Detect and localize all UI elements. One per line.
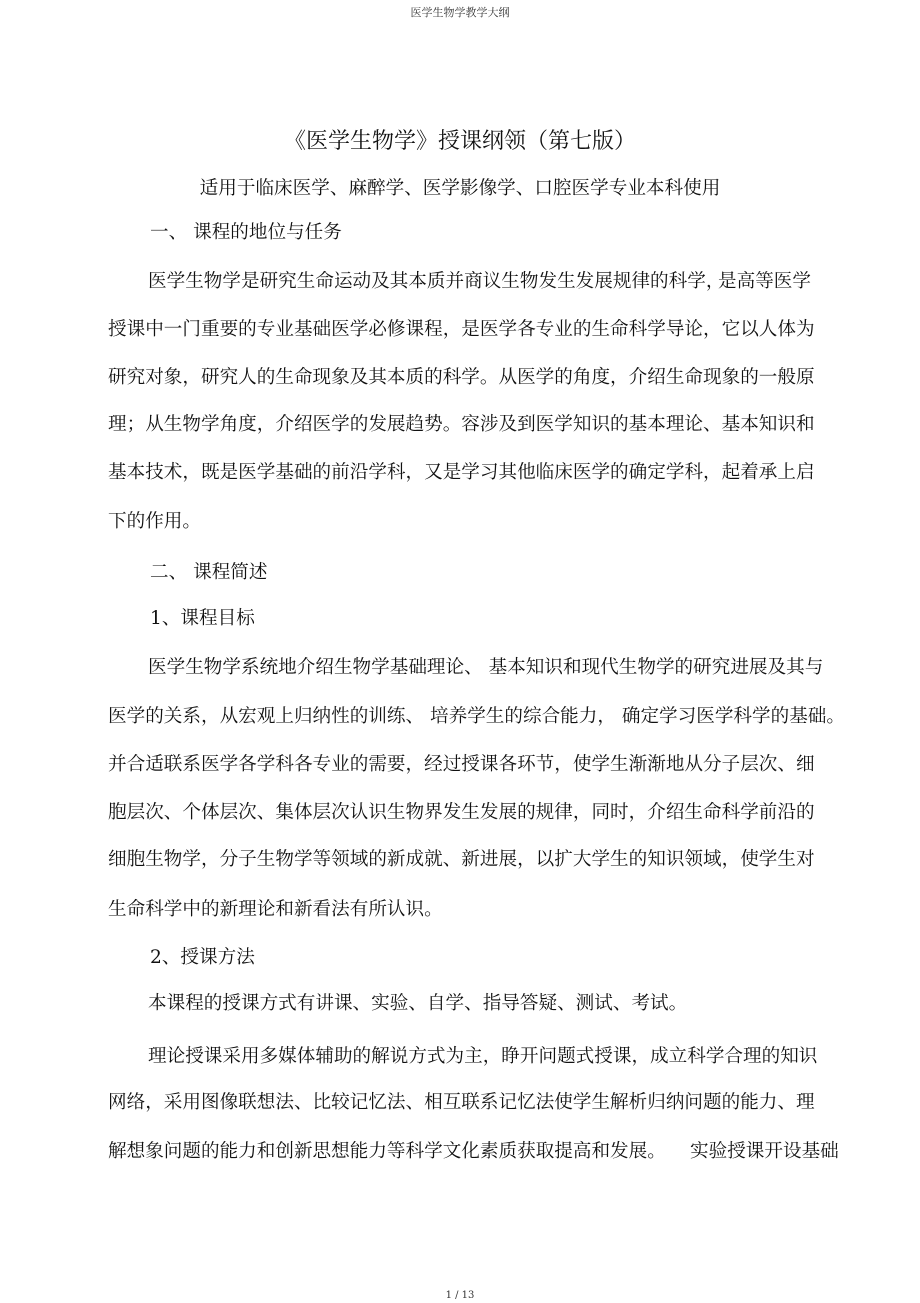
page-number: 1 / 13 [445, 1290, 475, 1301]
document-title: 《医学生物学》授课纲领（第七版） [283, 129, 636, 154]
paragraph-line: 是高等医学 [718, 271, 811, 292]
paragraph-line: 实验授课开设基础 [690, 1141, 839, 1162]
paragraph-line: 并合适联系医学各学科各专业的需要，经过授课各环节，使学生渐渐地从分子层次、细 [108, 754, 815, 775]
paragraph-line: 医学的关系，从宏观上归纳性的训练、 培养学生的综合能力， 确定学习医学科学的基础。 [108, 706, 845, 727]
document-subtitle: 适用于临床医学、麻醉学、医学影像学、口腔医学专业本科使用 [199, 178, 721, 199]
paragraph-line: 细胞生物学，分子生物学等领域的新成就、新进展，以扩大学生的知识领域，使学生对 [108, 849, 815, 870]
paragraph-line: 网络，采用图像联想法、比较记忆法、相互联系记忆法使学生解析归纳问题的能力、理 [108, 1092, 815, 1113]
paragraph-line: 生命科学中的新理论和新看法有所认识。 [108, 899, 443, 920]
page-header: 医学生物学教学大纲 [410, 6, 510, 19]
paragraph-line: 医学生物学是研究生命运动及其本质并商议生物发生发展规律的科学， [148, 271, 725, 292]
section-heading: 一、 课程的地位与任务 [150, 222, 342, 243]
paragraph-line: 下的作用。 [108, 511, 201, 532]
subsection-heading: 2、授课方法 [150, 947, 255, 968]
paragraph-line: 本课程的授课方式有讲课、实验、自学、指导答疑、测试、考试。 [148, 993, 688, 1014]
paragraph-line: 胞层次、个体层次、集体层次认识生物界发生发展的规律，同时，介绍生命科学前沿的 [108, 802, 815, 823]
paragraph-line: 医学生物学系统地介绍生物学基础理论、 基本知识和现代生物学的研究进展及其与 [148, 657, 824, 678]
subsection-heading: 1、课程目标 [150, 608, 255, 629]
paragraph-line: 理论授课采用多媒体辅助的解说方式为主，睁开问题式授课，成立科学合理的知识 [148, 1046, 818, 1067]
section-heading: 二、 课程简述 [150, 562, 268, 583]
paragraph-line: 基本技术，既是医学基础的前沿学科，又是学习其他临床医学的确定学科，起着承上启 [108, 462, 815, 483]
paragraph-line: 理；从生物学角度，介绍医学的发展趋势。容涉及到医学知识的基本理论、基本知识和 [108, 414, 815, 435]
paragraph-line: 授课中一门重要的专业基础医学必修课程，是医学各专业的生命科学导论，它以人体为 [108, 319, 815, 340]
paragraph-line: 研究对象，研究人的生命现象及其本质的科学。从医学的角度，介绍生命现象的一般原 [108, 367, 815, 388]
paragraph-line: 解想象问题的能力和创新思想能力等科学文化素质获取提高和发展。 [108, 1141, 666, 1162]
